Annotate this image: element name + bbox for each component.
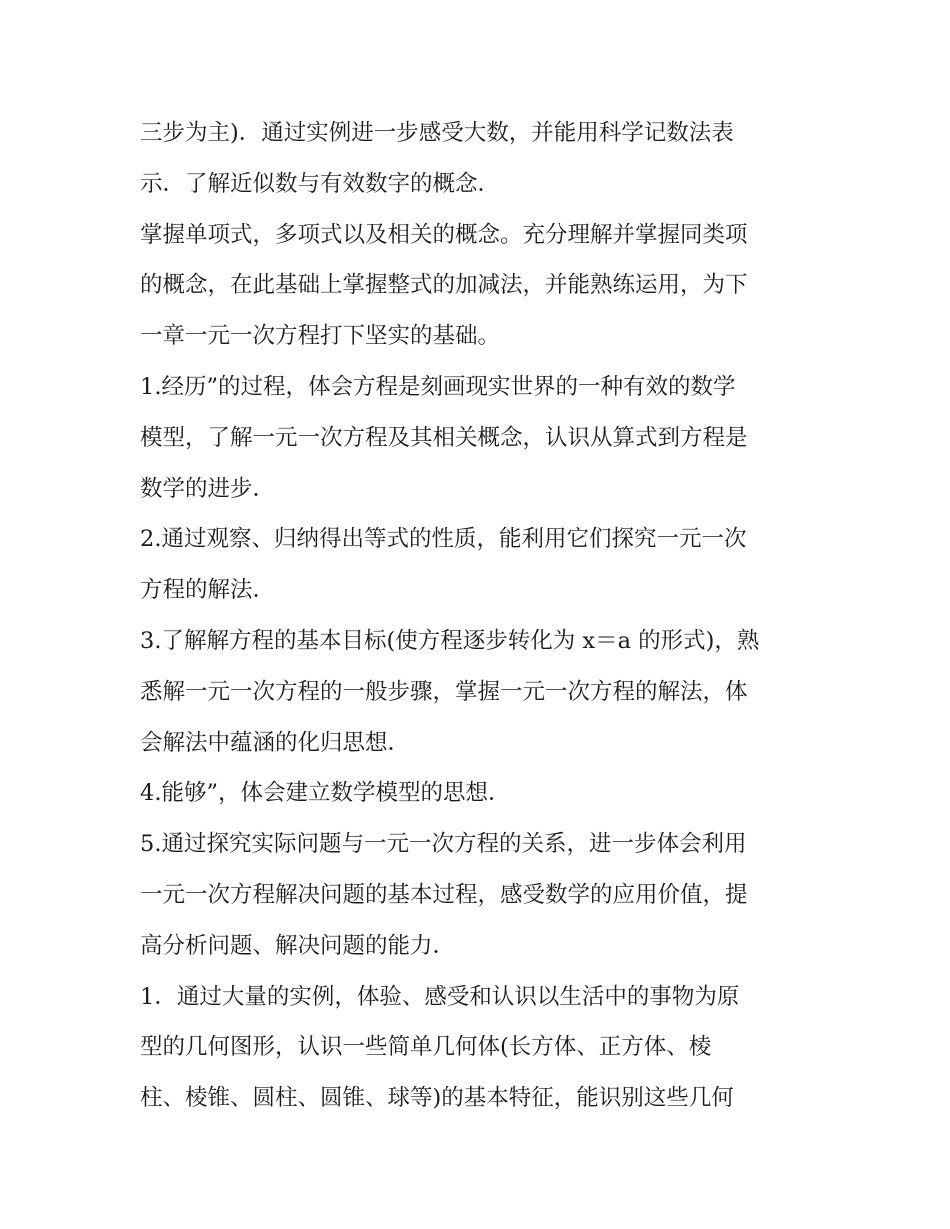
text-line: 4.能够”，体会建立数学模型的思想． xyxy=(140,780,511,807)
text-line: 3.了解解方程的基本目标(使方程逐步转化为 x＝a 的形式)，熟 xyxy=(140,627,760,654)
text-line: 方程的解法． xyxy=(140,577,276,604)
text-line: 高分析问题、解决问题的能力． xyxy=(140,932,456,959)
text-line: 的概念，在此基础上掌握整式的加减法，并能熟练运用，为下 xyxy=(140,272,748,299)
text-line: 一章一元一次方程打下坚实的基础。 xyxy=(140,323,501,350)
text-line: 5.通过探究实际问题与一元一次方程的关系，进一步体会利用 xyxy=(140,831,747,858)
text-line: 会解法中蕴涵的化归思想． xyxy=(140,729,411,756)
text-line: 模型，了解一元一次方程及其相关概念，认识从算式到方程是 xyxy=(140,424,748,451)
text-line: 数学的进步． xyxy=(140,475,276,502)
text-line: 柱、棱锥、圆柱、圆锥、球等)的基本特征，能识别这些几何 xyxy=(140,1085,734,1112)
text-line: 2.通过观察、归纳得出等式的性质，能利用它们探究一元一次 xyxy=(140,526,747,553)
text-line: 三步为主)．通过实例进一步感受大数，并能用科学记数法表 xyxy=(140,120,734,146)
text-line: 1．通过大量的实例，体验、感受和认识以生活中的事物为原 xyxy=(140,983,740,1010)
text-line: 1.经历”的过程，体会方程是刻画现实世界的一种有效的数学 xyxy=(140,373,736,400)
text-line: 掌握单项式，多项式以及相关的概念。充分理解并掌握同类项 xyxy=(140,221,748,248)
text-line: 型的几何图形，认识一些简单几何体(长方体、正方体、棱 xyxy=(140,1034,712,1061)
document-body xyxy=(140,108,820,1124)
text-line: 示．了解近似数与有效数字的概念． xyxy=(140,170,501,197)
text-line: 悉解一元一次方程的一般步骤，掌握一元一次方程的解法，体 xyxy=(140,678,748,705)
text-line: 一元一次方程解决问题的基本过程，感受数学的应用价值，提 xyxy=(140,881,748,908)
